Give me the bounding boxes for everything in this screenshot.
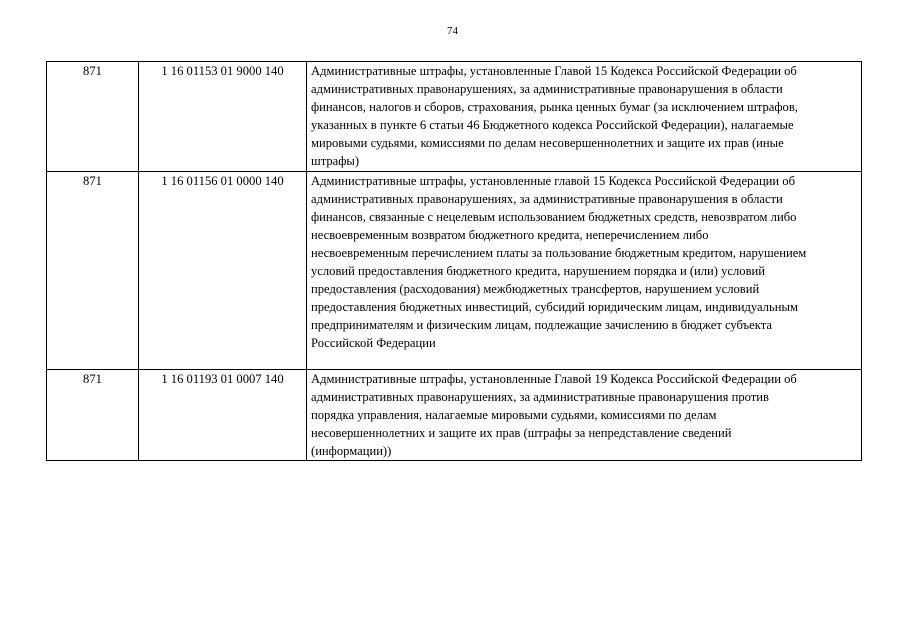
table-row (47, 62, 862, 172)
description-line: административных правонарушениях, за административные правонарушения против (311, 390, 769, 404)
admin-code-cell: 871 (47, 62, 139, 172)
admin-code-cell: 871 (47, 370, 139, 461)
description-line: финансов, налогов и сборов, страхования, рынка ценных бумаг (за исключением штрафов, (311, 100, 798, 114)
kbk-code-cell: 1 16 01153 01 9000 140 (139, 62, 307, 172)
kbk-code-cell: 1 16 01193 01 0007 140 (139, 370, 307, 461)
description-line: порядка управления, налагаемые мировыми судьями, комиссиями по делам (311, 408, 717, 422)
description-line: финансов, связанные с нецелевым использованием бюджетных средств, невозвратом либо (311, 210, 797, 224)
description-line: административных правонарушениях, за административные правонарушения в области (311, 192, 783, 206)
description-line: несвоевременным возвратом бюджетного кредита, неперечислением либо (311, 228, 709, 242)
description-cell (307, 370, 862, 461)
description-line: несовершеннолетних и защите их прав (штрафы за непредставление сведений (311, 426, 732, 440)
description-line: указанных в пункте 6 статьи 46 Бюджетного кодекса Российской Федерации), налагаемые (311, 118, 794, 132)
description-line: Административные штрафы, установленные Главой 15 Кодекса Российской Федерации об (311, 64, 797, 78)
table-row (47, 172, 862, 370)
description-line: мировыми судьями, комиссиями по делам несовершеннолетних и защите их прав (иные (311, 136, 784, 150)
kbk-code-cell: 1 16 01156 01 0000 140 (139, 172, 307, 370)
description-line: административных правонарушениях, за административные правонарушения в области (311, 82, 783, 96)
description-cell (307, 172, 862, 370)
budget-codes-table (46, 61, 862, 461)
description-line: предоставления (расходования) межбюджетных трансфертов, нарушением условий (311, 282, 760, 296)
description-line: Административные штрафы, установленные Главой 19 Кодекса Российской Федерации об (311, 372, 797, 386)
page-number: 74 (447, 25, 458, 37)
description-line: предоставления бюджетных инвестиций, субсидий юридическим лицам, индивидуальным (311, 300, 798, 314)
description-line: (информации)) (311, 444, 392, 458)
description-line: штрафы) (311, 154, 360, 168)
description-line: несвоевременным перечислением платы за пользование бюджетным кредитом, нарушением (311, 246, 807, 260)
description-line: условий предоставления бюджетного кредита, нарушением порядка и (или) условий (311, 264, 766, 278)
description-line: Российской Федерации (311, 336, 436, 350)
description-line: предпринимателям и физическим лицам, подлежащие зачислению в бюджет субъекта (311, 318, 772, 332)
description-line: Административные штрафы, установленные главой 15 Кодекса Российской Федерации об (311, 174, 796, 188)
admin-code-cell: 871 (47, 172, 139, 370)
table-row (47, 370, 862, 461)
description-cell (307, 62, 862, 172)
